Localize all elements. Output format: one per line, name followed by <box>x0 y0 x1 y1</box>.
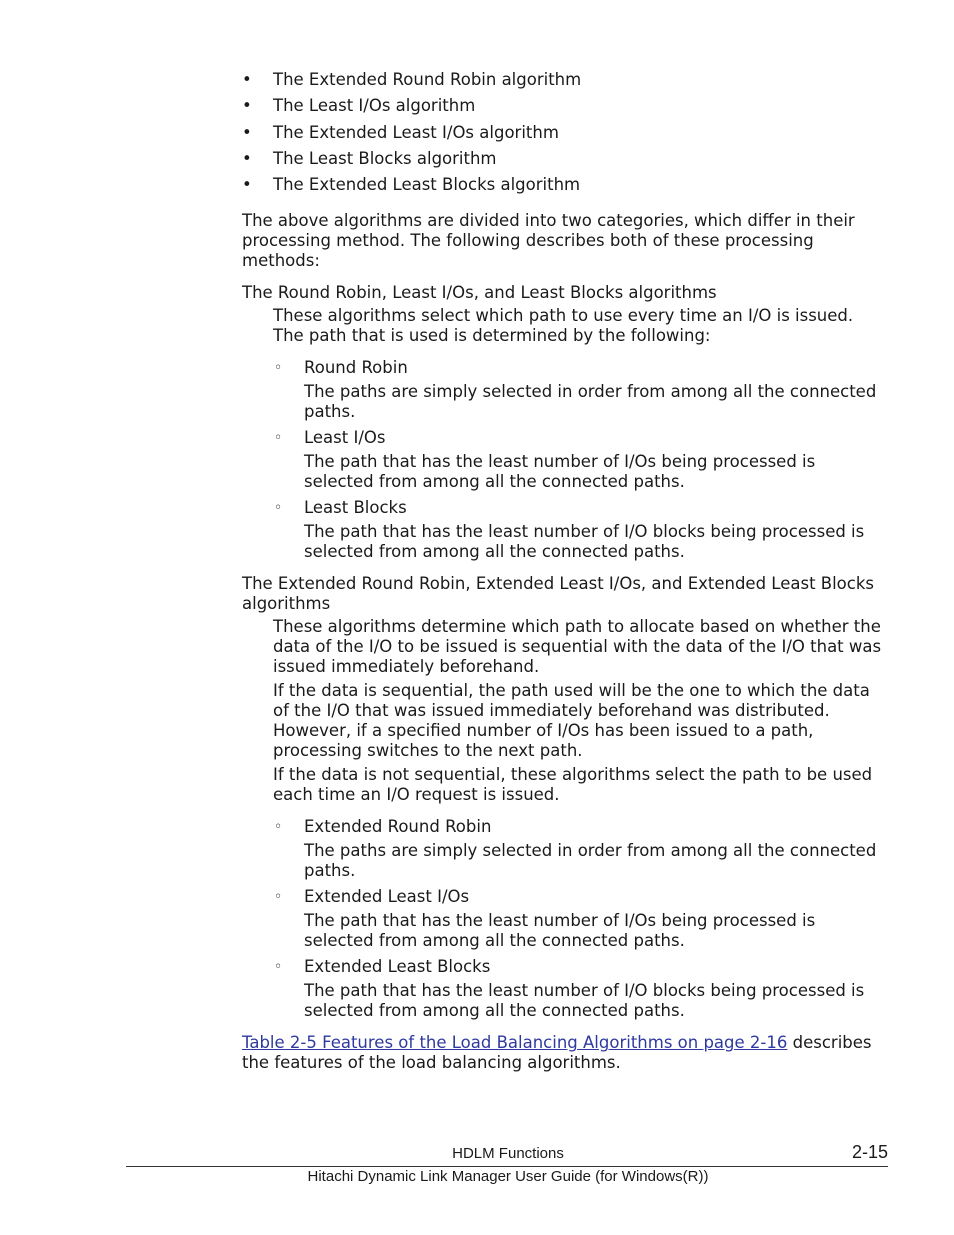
list-item: • The Least I/Os algorithm <box>242 94 882 120</box>
footer-divider <box>126 1166 888 1167</box>
section-definition <box>273 617 882 1021</box>
list-item: ◦ Least Blocks The path that has the least number of I/O blocks being processed is selected from among all the connected paths. <box>274 498 865 562</box>
list-item: • The Extended Least Blocks algorithm <box>242 173 882 199</box>
section-term: The Extended Round Robin, Extended Least I/Os, and Extended Least Blocks algorithms <box>242 574 875 614</box>
section-description: If the data is sequential, the path used will be the one to which the data of the I/O that was issued immediately beforehand was distributed. However, if a specified number of I/Os has been issued to a path, processing switches to the next path. <box>273 681 870 761</box>
list-item: ◦ Least I/Os The path that has the least number of I/Os being processed is selected from among all the connected paths. <box>274 428 816 492</box>
algorithm-list <box>242 68 882 199</box>
bullet-icon: • <box>242 175 252 195</box>
section-description: These algorithms select which path to use every time an I/O is issued. The path that is used is determined by the following: <box>273 306 854 346</box>
section-term: The Round Robin, Least I/Os, and Least Blocks algorithms <box>242 283 717 303</box>
circle-bullet-icon: ◦ <box>274 430 283 447</box>
list-item: • The Extended Least I/Os algorithm <box>242 121 882 147</box>
section-extended <box>242 574 882 1021</box>
sub-list <box>273 358 882 562</box>
footer-chapter-title: HDLM Functions <box>452 1145 564 1162</box>
section-round-robin <box>242 283 882 562</box>
bullet-icon: • <box>242 96 252 116</box>
circle-bullet-icon: ◦ <box>274 959 283 976</box>
list-item: ◦ Round Robin The paths are simply selected in order from among all the connected paths. <box>274 358 877 422</box>
list-item: • The Least Blocks algorithm <box>242 147 882 173</box>
list-item: ◦ Extended Round Robin The paths are simply selected in order from among all the connected paths. <box>274 817 877 881</box>
list-item: ◦ Extended Least Blocks The path that has the least number of I/O blocks being processed is selected from among all the connected paths. <box>274 957 865 1021</box>
bullet-icon: • <box>242 70 252 89</box>
circle-bullet-icon: ◦ <box>274 360 283 377</box>
bullet-icon: • <box>242 148 252 168</box>
intro-paragraph: The above algorithms are divided into two categories, which differ in their processing method. The following describes both of these processing methods: <box>242 211 855 271</box>
closing-paragraph: Table 2-5 Features of the Load Balancing Algorithms on page 2-16 describes the features of the load balancing algorithms. <box>242 1033 872 1073</box>
bullet-icon: • <box>242 122 252 142</box>
list-item: • The Extended Round Robin algorithm <box>242 68 882 94</box>
sub-list <box>273 817 882 1021</box>
page-body <box>242 68 882 1073</box>
circle-bullet-icon: ◦ <box>274 889 283 906</box>
list-item: ◦ Extended Least I/Os The path that has the least number of I/Os being processed is selected from among all the connected paths. <box>274 887 816 951</box>
table-reference-link[interactable]: Table 2-5 Features of the Load Balancing Algorithms on page 2-16 <box>242 1033 788 1053</box>
footer-guide-title: Hitachi Dynamic Link Manager User Guide (for Windows(R)) <box>307 1168 709 1185</box>
page-number: 2-15 <box>851 1142 888 1162</box>
circle-bullet-icon: ◦ <box>274 500 283 517</box>
circle-bullet-icon: ◦ <box>274 819 283 836</box>
section-definition <box>273 306 882 562</box>
section-description: If the data is not sequential, these algorithms select the path to be used each time an I/O request is issued. <box>273 765 873 805</box>
section-description: These algorithms determine which path to allocate based on whether the data of the I/O to be issued is sequential with the data of the I/O that was issued immediately beforehand. <box>273 617 882 677</box>
